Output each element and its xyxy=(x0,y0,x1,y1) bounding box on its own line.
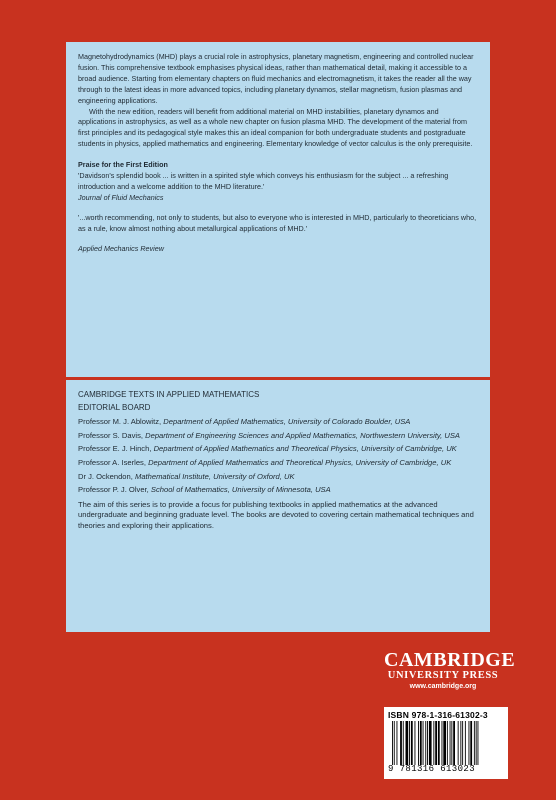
member-affiliation: Department of Applied Mathematics, University of Colorado Boulder, USA xyxy=(163,417,411,427)
board-member xyxy=(78,472,478,483)
member-name: Professor M. J. Ablowitz, xyxy=(78,417,162,427)
publisher-name: CAMBRIDGE xyxy=(384,649,516,671)
member-affiliation: Mathematical Institute, University of Oxford, UK xyxy=(135,471,295,481)
member-name: Professor S. Davis, xyxy=(78,430,143,440)
praise-quote-1: 'Davidson's splendid book ... is written in a spirited style which conveys his enthusiasm for the subject ... a refreshing introduction and a welcome addition to the MHD literature.' xyxy=(78,171,449,191)
member-name: Dr J. Ockendon, xyxy=(78,471,133,481)
blurb-panel xyxy=(66,42,490,377)
member-affiliation: Department of Applied Mathematics and Theoretical Physics, University of Cambridge, UK xyxy=(148,457,452,467)
praise-heading: Praise for the First Edition xyxy=(78,160,168,170)
board-member xyxy=(78,485,478,496)
isbn-label: ISBN 978-1-316-61302-3 xyxy=(388,710,488,720)
board-member xyxy=(78,431,478,442)
praise-source-2: Applied Mechanics Review xyxy=(78,243,164,253)
series-panel xyxy=(66,380,490,632)
board-member xyxy=(78,458,478,469)
publisher-url: www.cambridge.org xyxy=(409,683,477,690)
editorial-board-list xyxy=(78,417,478,496)
member-name: Professor A. Iserles, xyxy=(78,457,146,467)
blurb-paragraph-2: With the new edition, readers will benefit from additional material on MHD instabilities, planetary dynamos and applications in astrophysics, as well as a whole new chapter on fusion plasma MHD. The development of the material from first principles and its pedagogical style makes this an ideal companion for both undergraduate students and postgraduate students in physics, applied mathematics and engineering. Elementary knowledge of vector calculus is the only prerequisite. xyxy=(78,106,473,149)
publisher-press: UNIVERSITY PRESS xyxy=(387,670,499,681)
praise-quote-2: '...worth recommending, not only to students, but also to everyone who is interested in MHD, particularly to theoreticians who, as a rule, know almost nothing about metallurgical applications of MHD.' xyxy=(78,212,477,233)
member-affiliation: Department of Applied Mathematics and Theoretical Physics, University of Cambridge, UK xyxy=(153,444,457,454)
publisher-logo xyxy=(384,649,516,692)
board-member xyxy=(78,444,478,455)
series-aim: The aim of this series is to provide a focus for publishing textbooks in applied mathematics at the advanced undergraduate and beginning graduate level. The books are devoted to covering certain mathematical techniques and theories and exploring their applications. xyxy=(78,499,474,530)
barcode-bars xyxy=(388,721,504,765)
member-name: Professor P. J. Olver, xyxy=(78,485,149,495)
board-member xyxy=(78,417,478,428)
member-affiliation: School of Mathematics, University of Minnesota, USA xyxy=(150,485,331,495)
isbn-barcode xyxy=(384,707,508,779)
blurb-paragraph-1: Magnetohydrodynamics (MHD) plays a crucial role in astrophysics, planetary magnetism, engineering and controlled nuclear fusion. This comprehensive textbook emphasises physical ideas, rather than mathematical detail, making it accessible to a broad audience. Starting from elementary chapters on fluid mechanics and electromagnetism, it takes the reader all the way through to the latest ideas in more advanced topics, including planetary dynamos, stellar magnetism, fusion plasmas and engineering applications. xyxy=(78,52,474,105)
member-affiliation: Department of Engineering Sciences and Applied Mathematics, Northwestern University, USA xyxy=(145,430,460,440)
barcode-digits: 9 781316 613023 xyxy=(388,764,476,774)
member-name: Professor E. J. Hinch, xyxy=(78,444,152,454)
series-title: CAMBRIDGE TEXTS IN APPLIED MATHEMATICS xyxy=(78,390,260,399)
editorial-board-heading: EDITORIAL BOARD xyxy=(78,402,151,412)
praise-source-1: Journal of Fluid Mechanics xyxy=(78,192,164,202)
